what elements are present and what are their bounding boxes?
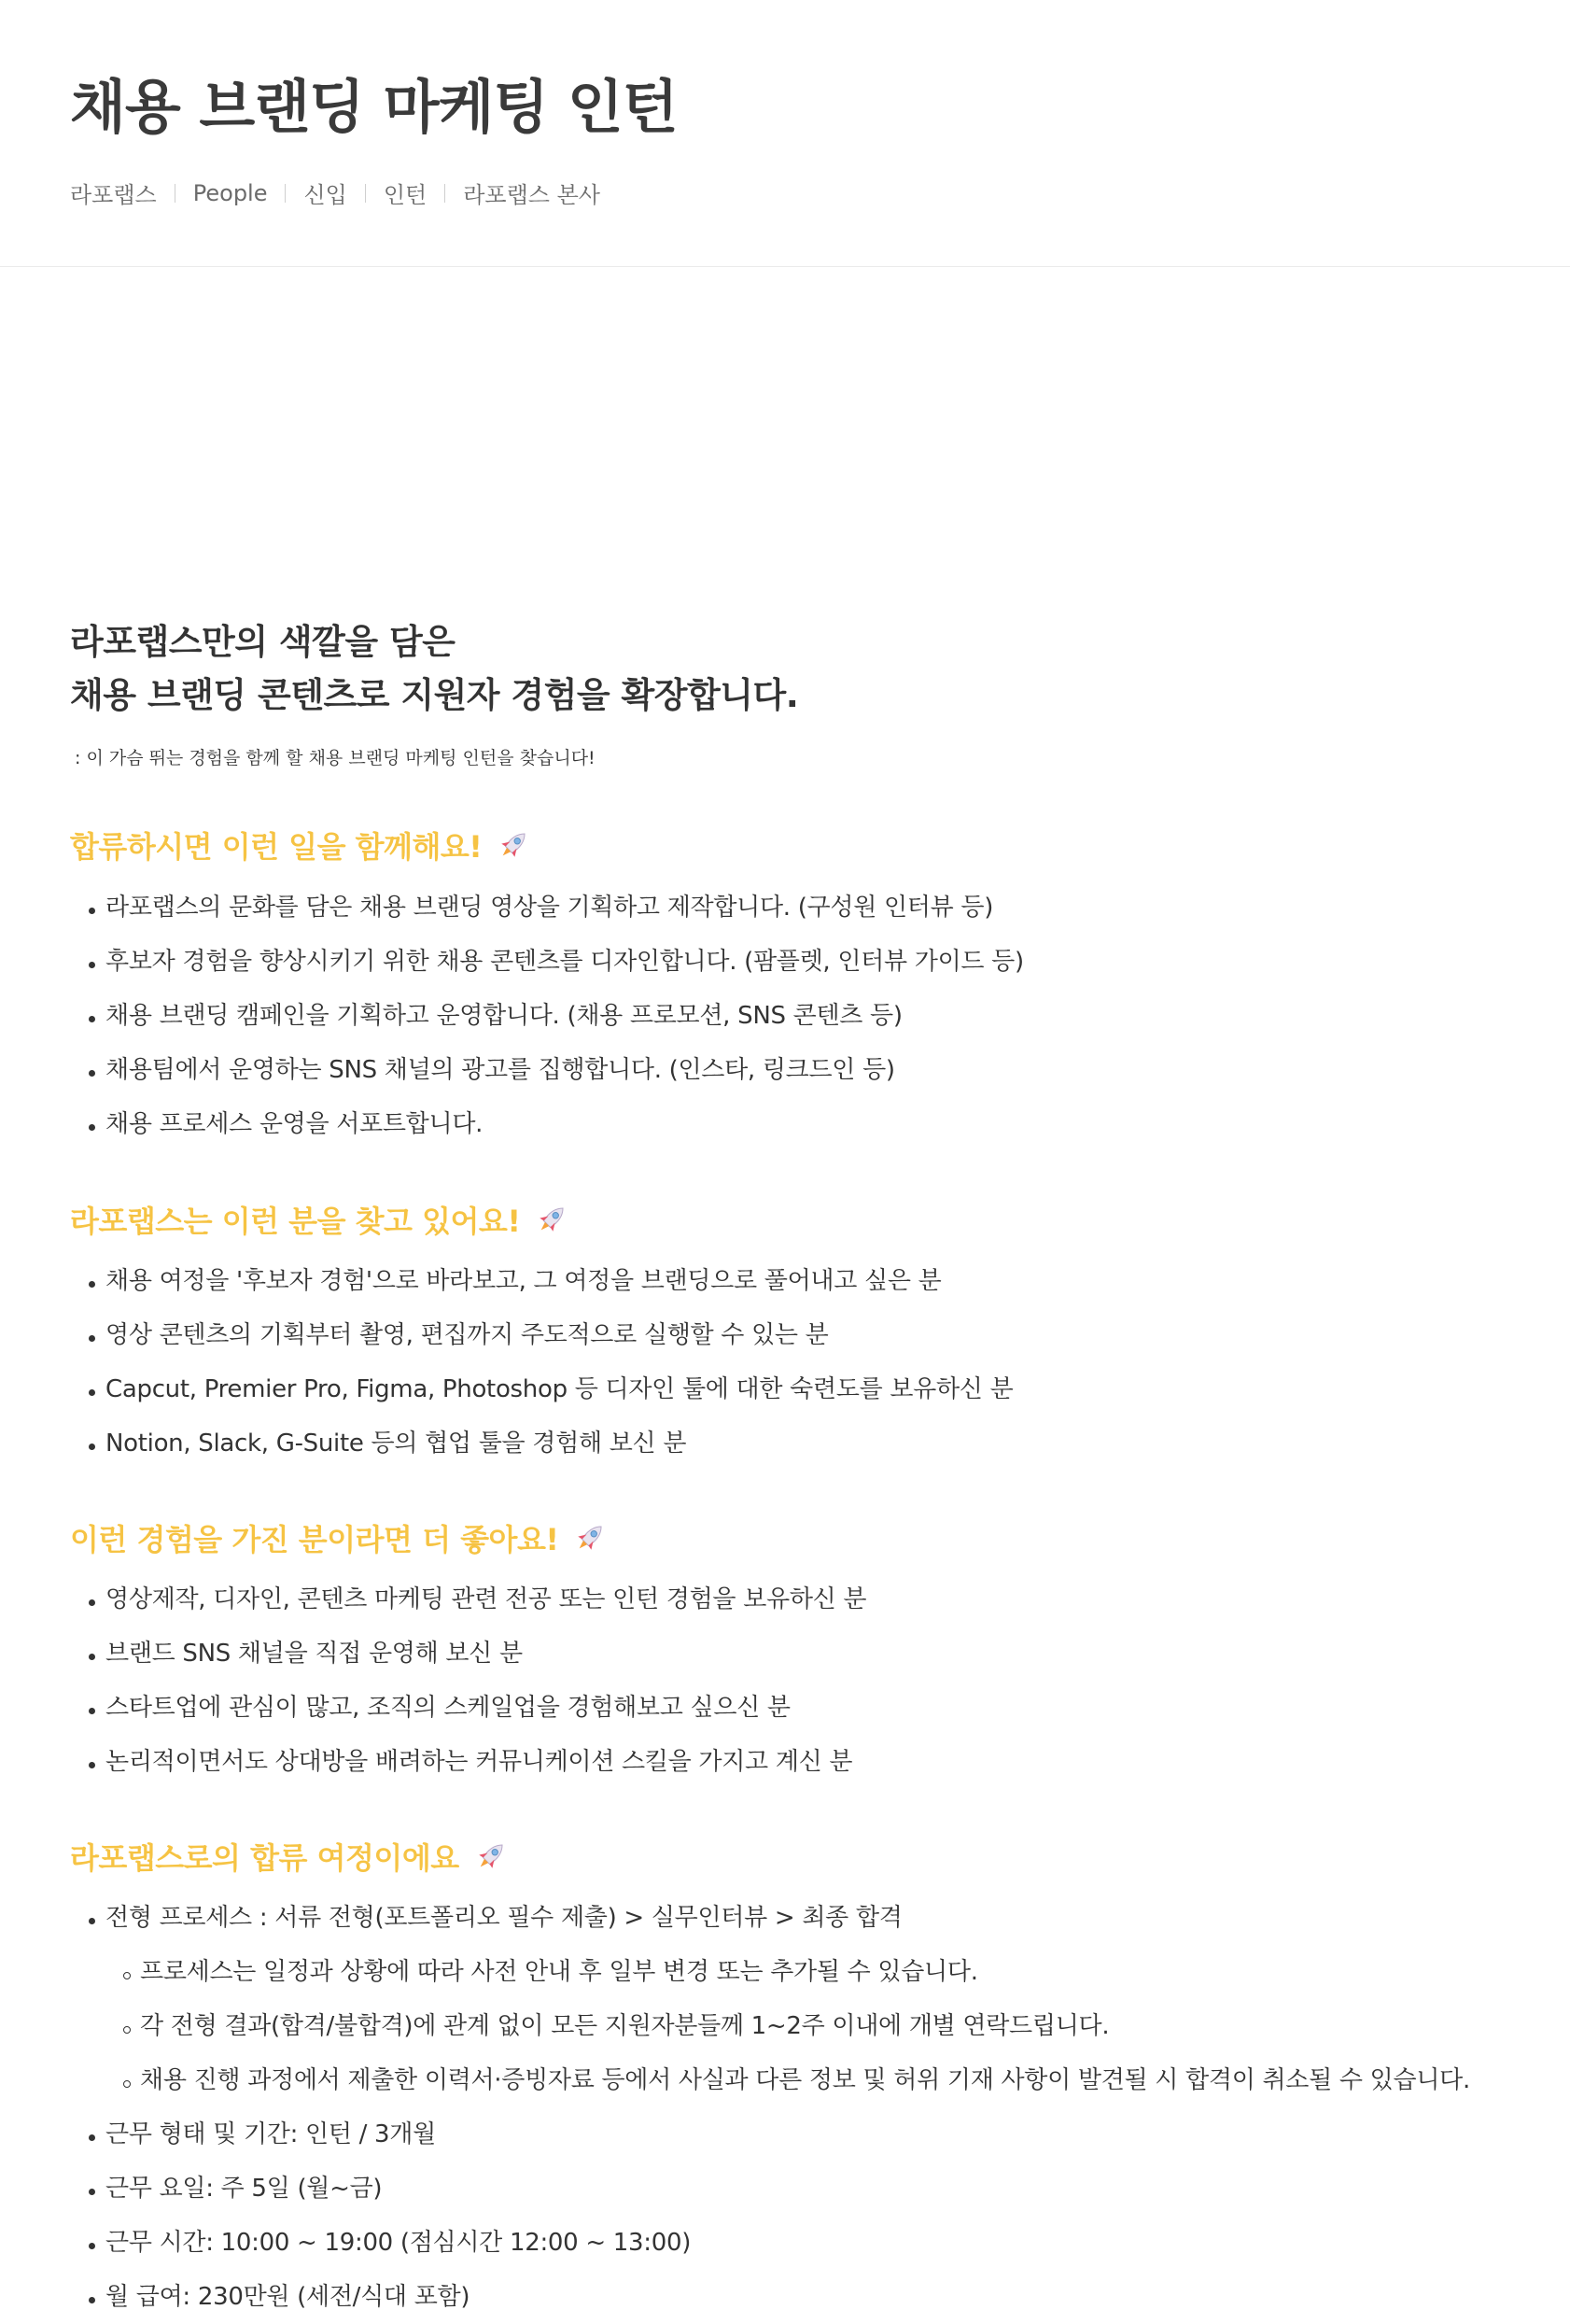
intro-line-1: 라포랩스만의 색깔을 담은 [70, 622, 456, 662]
preferred-list [89, 1572, 866, 1789]
requirements-list [89, 1254, 1013, 1471]
tag-divider [444, 184, 445, 203]
tag-location: 라포랩스 본사 [463, 182, 600, 208]
sub-list-item: 채용 진행 과정에서 제출한 이력서·증빙자료 등에서 사실과 다른 정보 및 허위 기재 사항이 발견될 시 합격이 취소될 수 있습니다. [89, 2053, 1470, 2107]
list-item: 채용 브랜딩 캠페인을 기획하고 운영합니다. (채용 프로모션, SNS 콘텐츠 등) [89, 989, 1024, 1043]
rocket-icon [533, 1201, 570, 1238]
responsibilities-list [89, 880, 1024, 1151]
section-heading-text: 라포랩스는 이런 분을 찾고 있어요! [70, 1204, 521, 1239]
tag-company: 라포랩스 [70, 182, 157, 208]
list-item: 근무 시간: 10:00 ~ 19:00 (점심시간 12:00 ~ 13:00) [89, 2216, 1470, 2270]
section-heading-text: 라포랩스로의 합류 여정이에요 [70, 1840, 459, 1876]
sub-list-item: 각 전형 결과(합격/불합격)에 관계 없이 모든 지원자분들께 1~2주 이내에 개별 연락드립니다. [89, 1999, 1470, 2053]
list-item: 근무 요일: 주 5일 (월~금) [89, 2162, 1470, 2216]
intro-headline [70, 615, 798, 722]
sub-list-item: 프로세스는 일정과 상황에 따라 사전 안내 후 일부 변경 또는 추가될 수 있습니다. [89, 1945, 1470, 1999]
list-item: 라포랩스의 문화를 담은 채용 브랜딩 영상을 기획하고 제작합니다. (구성원 인터뷰 등) [89, 880, 1024, 935]
section-heading-preferred [70, 1516, 609, 1559]
section-heading-hiring-process [70, 1835, 510, 1878]
list-item: 영상제작, 디자인, 콘텐츠 마케팅 관련 전공 또는 인턴 경험을 보유하신 분 [89, 1572, 866, 1627]
rocket-icon [571, 1519, 609, 1556]
list-item: 근무 형태 및 기간: 인턴 / 3개월 [89, 2107, 1470, 2162]
hiring-process-list [89, 1891, 1470, 2324]
list-item: 후보자 경험을 향상시키기 위한 채용 콘텐츠를 디자인합니다. (팜플렛, 인터뷰 가이드 등) [89, 935, 1024, 989]
list-item: Notion, Slack, G-Suite 등의 협업 툴을 경험해 보신 분 [89, 1416, 1013, 1471]
section-heading-text: 합류하시면 이런 일을 함께해요! [70, 829, 483, 865]
rocket-icon [472, 1838, 510, 1875]
list-item: 전형 프로세스 : 서류 전형(포트폴리오 필수 제출) > 실무인터뷰 > 최종 합격 [89, 1891, 1470, 1945]
tag-divider [365, 184, 366, 203]
list-item: 브랜드 SNS 채널을 직접 운영해 보신 분 [89, 1627, 866, 1681]
list-item: 스타트업에 관심이 많고, 조직의 스케일업을 경험해보고 싶으신 분 [89, 1681, 866, 1735]
tag-list [70, 176, 600, 209]
intro-line-2: 채용 브랜딩 콘텐츠로 지원자 경험을 확장합니다. [70, 675, 799, 715]
page-header [0, 0, 1570, 267]
list-item: 영상 콘텐츠의 기획부터 촬영, 편집까지 주도적으로 실행할 수 있는 분 [89, 1308, 1013, 1362]
section-heading-requirements [70, 1198, 570, 1241]
list-item: 월 급여: 230만원 (세전/식대 포함) [89, 2270, 1470, 2324]
section-heading-text: 이런 경험을 가진 분이라면 더 좋아요! [70, 1522, 559, 1557]
list-item: 채용팀에서 운영하는 SNS 채널의 광고를 집행합니다. (인스타, 링크드인 등) [89, 1043, 1024, 1097]
intro-subtext: : 이 가슴 뛰는 경험을 함께 할 채용 브랜딩 마케팅 인턴을 찾습니다! [75, 748, 596, 768]
tag-team: People [192, 179, 268, 206]
rocket-icon [495, 826, 532, 864]
list-item: 논리적이면서도 상대방을 배려하는 커뮤니케이션 스킬을 가지고 계신 분 [89, 1735, 866, 1789]
list-item: 채용 프로세스 운영을 서포트합니다. [89, 1097, 1024, 1151]
section-heading-responsibilities [70, 824, 532, 866]
tag-employment-type: 인턴 [383, 182, 428, 208]
tag-divider [285, 184, 286, 203]
tag-career-level: 신입 [303, 182, 347, 208]
page-title: 채용 브랜딩 마케팅 인턴 [70, 73, 678, 141]
list-item: 채용 여정을 '후보자 경험'으로 바라보고, 그 여정을 브랜딩으로 풀어내고 싶은 분 [89, 1254, 1013, 1308]
list-item: Capcut, Premier Pro, Figma, Photoshop 등 디자인 툴에 대한 숙련도를 보유하신 분 [89, 1362, 1013, 1416]
